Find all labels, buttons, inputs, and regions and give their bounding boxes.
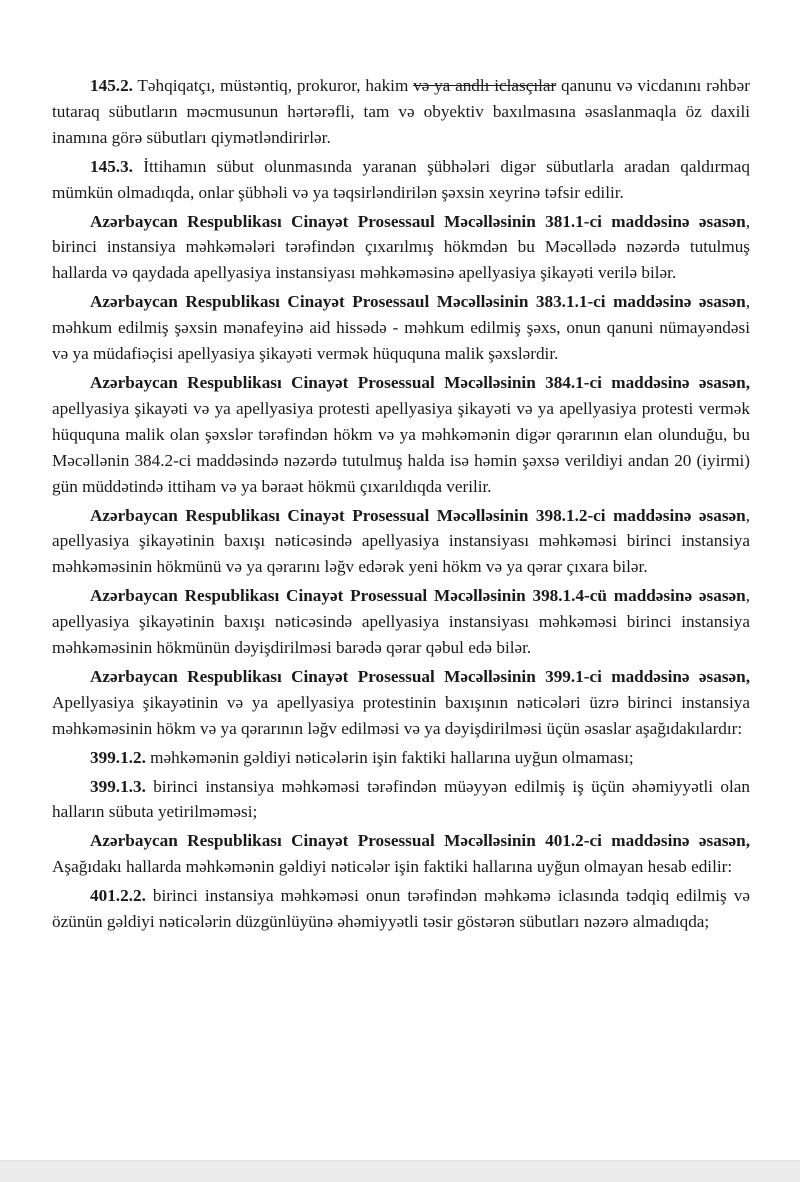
paragraph-399-1-3 [52, 774, 750, 826]
page-bottom-margin [0, 1160, 800, 1182]
paragraph-text: birinci instansiya məhkəməsi tərəfindən müəyyən edilmiş iş üçün əhəmiyyətli olan halların sübuta yetirilməməsi; [52, 776, 750, 822]
paragraph-text: məhkəmənin gəldiyi nəticələrin işin faktiki hallarına uyğun olmaması; [145, 747, 634, 767]
article-number: 145.3. [90, 156, 133, 176]
paragraph-398-1-2 [52, 503, 750, 581]
paragraph-384-1 [52, 370, 750, 500]
article-number: 399.1.3. [90, 776, 146, 796]
law-reference: Azərbaycan Respublikası Cinayət Prosessual Məcəlləsinin 398.1.2-ci maddəsinə əsasən [90, 505, 746, 525]
paragraph-text: Aşağıdakı hallarda məhkəmənin gəldiyi nəticələr işin faktiki hallarına uyğun olmayan hesab edilir: [52, 857, 733, 877]
article-number: 145.2. [90, 76, 133, 95]
paragraph-145-3 [52, 154, 750, 206]
law-reference: Azərbaycan Respublikası Cinayət Prosessaul Məcəlləsinin 383.1.1-ci maddəsinə əsasən [90, 292, 746, 312]
paragraph-text: , birinci instansiya məhkəmələri tərəfindən çıxarılmış hökmdən bu Məcəllədə nəzərdə tutulmuş hallarda və qaydada apellyasiya instansiyası məhkəməsinə apellyasiya şikayəti verilə bilər. [52, 211, 750, 283]
law-reference: Azərbaycan Respublikası Cinayət Prosessaul Məcəlləsinin 381.1-ci maddəsinə əsasən [90, 211, 746, 231]
article-number: 401.2.2. [90, 886, 146, 906]
paragraph-399-1-2 [52, 745, 750, 771]
paragraph-text: apellyasiya şikayəti və ya apellyasiya protesti apellyasiya şikayəti və ya apellyasiya protesti vermək hüququna malik olan şəxslər tərəfindən hökm və ya məhkəmənin digər qərarının elan olunduğu, bu Məcəllənin 384.2-ci maddəsində nəzərdə tutulmuş halda isə həmin şəxsə verildiyi andan 20 (iyirmi) gün müddətində ittiham və ya bəraət hökmü çıxarıldıqda verilir. [52, 398, 750, 496]
paragraph-399-1 [52, 664, 750, 742]
paragraph-401-2 [52, 828, 750, 880]
law-reference: Azərbaycan Respublikası Cinayət Prosessual Məcəlləsinin 398.1.4-cü maddəsinə əsasən [90, 586, 746, 606]
paragraph-401-2-2 [52, 883, 750, 935]
paragraph-text: İttihamın sübut olunmasında yaranan şübhələri digər sübutlarla aradan qaldırmaq mümkün olmadıqda, onlar şübhəli və ya təqsirləndirilən şəxsin xeyrinə təfsir edilir. [52, 156, 750, 202]
law-reference: Azərbaycan Respublikası Cinayət Prosessual Məcəlləsinin 399.1-ci maddəsinə əsasən, [90, 666, 750, 686]
paragraph-381-1 [52, 209, 750, 287]
paragraph-text: birinci instansiya məhkəməsi onun tərəfindən məhkəmə iclasında tədqiq edilmiş və özünün gəldiyi nəticələrin düzgünlüyünə əhəmiyyətli təsir göstərən sübutları nəzərə almadıqda; [52, 886, 750, 932]
paragraph-text: , apellyasiya şikayətinin baxışı nəticəsində apellyasiya instansiyası məhkəməsi birinci instansiya məhkəməsinin hökmünün dəyişdirilməsi barədə qərar qəbul edə bilər. [52, 586, 750, 658]
paragraph-text: Apellyasiya şikayətinin və ya apellyasiya protestinin baxışının nəticələri üzrə birinci instansiya məhkəməsinin hökm və ya qərarının ləğv edilməsi və ya dəyişdirilməsi üçün əsaslar aşağıdakılardır: [52, 692, 750, 738]
law-reference: Azərbaycan Respublikası Cinayət Prosessual Məcəlləsinin 384.1-ci maddəsinə əsasən, [90, 372, 750, 392]
paragraph-145-2 [52, 73, 750, 151]
paragraph-text: qanunu və vicdanını rəhbər tutaraq sübutların məcmusunun hərtərəfli, tam və obyektiv baxılmasına əsaslanmaqla öz daxili inamına görə sübutları qiymətləndirirlər. [52, 76, 750, 147]
paragraph-398-1-4 [52, 583, 750, 661]
paragraph-text: Təhqiqatçı, müstəntiq, prokuror, hakim [132, 76, 414, 95]
article-number: 399.1.2. [90, 747, 146, 767]
paragraph-text: , apellyasiya şikayətinin baxışı nəticəsində apellyasiya instansiyası məhkəməsi birinci instansiya məhkəməsinin hökmünü və ya qərarını ləğv edərək yeni hökm və ya qərar çıxara bilər. [52, 505, 750, 577]
paragraph-383-1-1 [52, 289, 750, 367]
law-reference: Azərbaycan Respublikası Cinayət Prosessual Məcəlləsinin 401.2-ci maddəsinə əsasən, [90, 831, 750, 851]
paragraph-text: , məhkum edilmiş şəxsin mənafeyinə aid hissədə - məhkum edilmiş şəxs, onun qanuni nümayəndəsi və ya müdafiəçisi apellyasiya şikayəti vermək hüququna malik şəxslərdir. [52, 292, 750, 364]
struck-text: və ya andlı iclasçılar [413, 76, 557, 95]
